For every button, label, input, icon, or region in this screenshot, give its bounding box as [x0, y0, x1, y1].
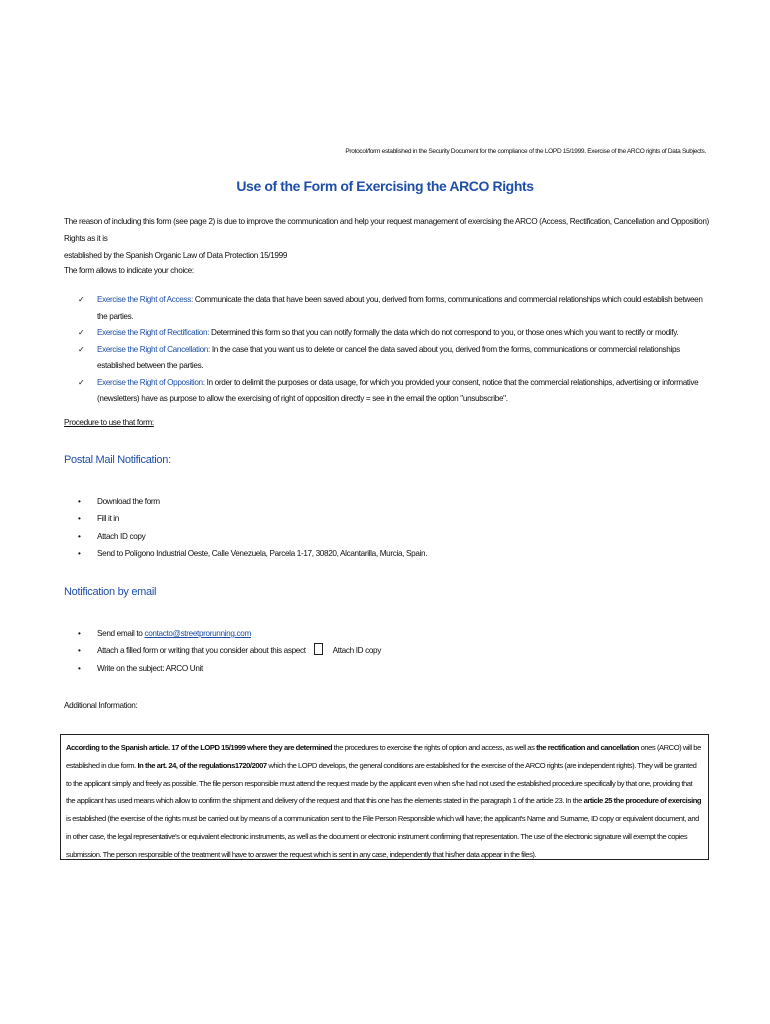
choice-cancellation	[78, 342, 714, 375]
postal-heading: Postal Mail Notification:	[64, 454, 171, 466]
bullet-icon: •	[78, 646, 81, 656]
list-item: • Attach a filled form or writing that you consider about this aspect Attach ID copy	[78, 642, 381, 659]
bullet-icon: •	[78, 514, 81, 524]
choice-opposition-label: Exercise the Right of Opposition:	[97, 377, 205, 387]
procedure-heading: Procedure to use that form:	[64, 418, 154, 427]
bullet-icon: •	[78, 497, 81, 506]
choice-cancellation-text: In the case that you want us to delete or cancel the data saved about you, derived from the forms, communications or commercial relationships established between the parties.	[97, 344, 680, 370]
choice-access-text: Communicate the data that have been saved about you, derived from forms, communications and commercial relationships which could establish between the parties.	[97, 295, 703, 321]
choice-rectification	[78, 325, 714, 342]
choice-opposition	[78, 375, 714, 408]
email-heading: Notification by email	[64, 586, 157, 598]
list-item: • Download the form	[78, 493, 427, 510]
email-link[interactable]: contacto@streetprorunning.com	[144, 629, 251, 638]
intro-line-1: The reason of including this form (see page 2) is due to improve the communication and help your request management of exercising the ARCO (Access, Rectification, Cancellation and Opposition) Rights as it is	[64, 217, 709, 243]
choice-rectification-text: Determined this form so that you can notify formally the data which do not correspond to you, or those ones which you want to rectify or modify.	[209, 328, 679, 337]
bullet-icon: •	[78, 531, 81, 541]
choice-access	[78, 292, 714, 325]
page-title: Use of the Form of Exercising the ARCO Rights	[236, 178, 534, 194]
bullet-icon: •	[78, 548, 81, 558]
choice-cancellation-label: Exercise the Right of Cancellation:	[97, 344, 210, 354]
check-icon: ✓	[78, 344, 85, 354]
postal-steps-list	[78, 493, 427, 562]
checkbox-icon[interactable]	[314, 643, 323, 655]
list-item: • Send to Polígono Industrial Oeste, Calle Venezuela, Parcela 1-17, 30820, Alcantarilla, Murcia, Spain.	[78, 545, 427, 562]
email-steps-list	[78, 625, 381, 677]
bullet-icon: •	[78, 629, 81, 638]
choice-opposition-text: In order to delimit the purposes or data usage, for which you provided your consent, notice that the commercial relationships, advertising or informative (newsletters) have as purpose to allow the exercising of right of opposition directly = see in the email the option "unsubscribe".	[97, 377, 699, 403]
check-icon: ✓	[78, 328, 85, 337]
intro-paragraph	[64, 213, 712, 264]
list-item: • Write on the subject: ARCO Unit	[78, 660, 381, 677]
legal-info-box: According to the Spanish article. 17 of the LOPD 15/1999 where they are determined the procedures to exercise the rights of option and access, as well as the rectification and cancellation ones (ARCO) will be established in due form. In the art. 24, of the regulations1720/2007 which the LOPD develops, the general conditions are established for the exercise of the ARCO rights (are independent rights). They will be granted to the applicant simply and freely as possible. The file person responsible must attend the request made by the applicant even when s/he had not used the established procedure specifically by that one, providing that the applicant has used means which allow to confirm the shipment and delivery of the request and that this one has the elements stated in the paragraph 1 of the article 23. In the article 25 the procedure of exercising is established (the exercise of the rights must be carried out by means of a communication sent to the File Person Responsible which will have; the applicant's Name and Surname, ID copy or equivalent document, and in other case, the legal representative's or equivalent electronic instruments, as well as the document or electronic instrument confirming that representation. The use of the electronic signature will exempt the copies submission. The person responsible of the treatment will have to answer the request which is sent in any case, independently that his/her data appear in the files).	[60, 734, 709, 860]
choice-rectification-label: Exercise the Right of Rectification:	[97, 328, 210, 337]
list-item: • Attach ID copy	[78, 528, 427, 545]
additional-heading: Additional Information:	[64, 701, 138, 710]
header-note: Protocol/form established in the Security Document for the compliance of the LOPD 15/1999. Exercise of the ARCO rights of Data Subjects.	[345, 148, 706, 155]
list-item: • Fill it in	[78, 510, 427, 527]
intro-line-2: established by the Spanish Organic Law of Data Protection 15/1999	[64, 251, 288, 260]
check-icon: ✓	[78, 295, 85, 304]
check-icon: ✓	[78, 377, 85, 387]
bullet-icon: •	[78, 663, 81, 673]
choice-intro: The form allows to indicate your choice:	[64, 266, 194, 275]
choices-list	[78, 292, 714, 408]
list-item: • Send email to contacto@streetprorunning.com	[78, 625, 381, 642]
choice-access-label: Exercise the Right of Access:	[97, 295, 193, 304]
